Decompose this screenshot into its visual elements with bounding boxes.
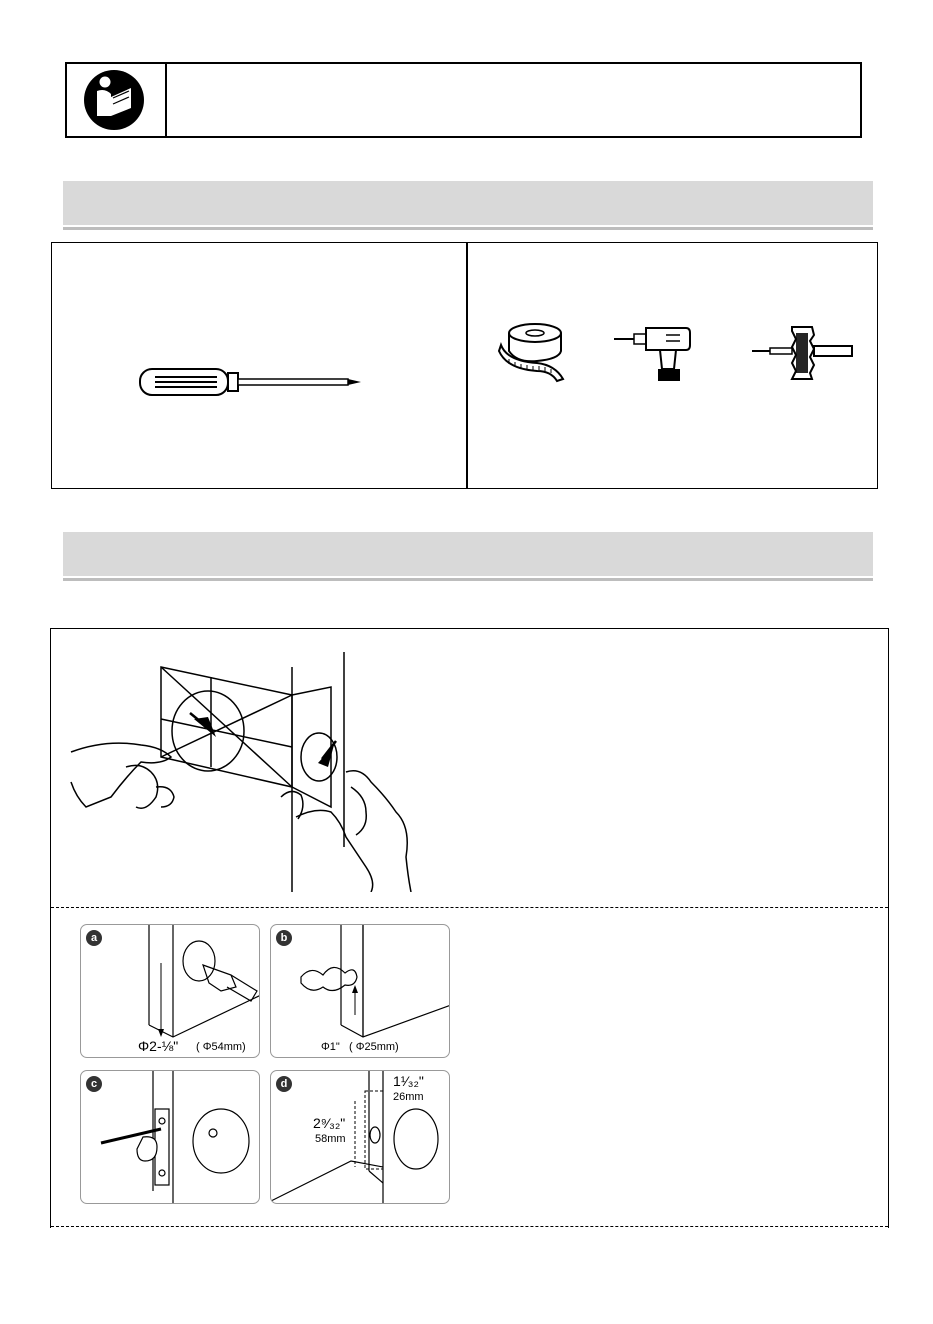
power-drill-icon <box>614 323 694 385</box>
drill-door-edge-illustration <box>271 925 450 1058</box>
tools-divider <box>466 243 468 488</box>
panel-badge-b: b <box>276 930 292 946</box>
dim-d2-sub: 58mm <box>315 1133 346 1145</box>
tape-measure-icon <box>497 321 572 383</box>
step-panel-d <box>270 1070 450 1204</box>
template-marking-illustration <box>66 647 446 892</box>
steps-box <box>50 628 889 1228</box>
step-panel-c <box>80 1070 260 1204</box>
dim-d1-main: 1¹⁄₃₂" <box>393 1073 424 1089</box>
latch-install-illustration <box>81 1071 260 1204</box>
panel-badge-c: c <box>86 1076 102 1092</box>
section-bar-install <box>63 532 873 576</box>
screwdriver-icon <box>137 363 367 403</box>
hole-saw-icon <box>752 321 857 386</box>
notice-icon-cell <box>67 64 167 136</box>
step-panel-a <box>80 924 260 1058</box>
dim-a-main: Φ2-⅛" <box>138 1038 179 1054</box>
dim-b-main: Φ1" <box>321 1041 340 1053</box>
section-bar-tools <box>63 181 873 225</box>
read-manual-icon <box>67 64 165 136</box>
notice-box <box>65 62 862 138</box>
step-divider <box>51 907 888 908</box>
dim-a-sub: ( Φ54mm) <box>196 1041 246 1053</box>
section-underline-2 <box>63 578 873 581</box>
panel-badge-d: d <box>276 1076 292 1092</box>
step-divider-bottom <box>51 1226 888 1227</box>
step-panel-b <box>270 924 450 1058</box>
dim-d2-main: 2⁹⁄₃₂" <box>313 1115 346 1131</box>
section-underline <box>63 227 873 230</box>
dim-b-sub: ( Φ25mm) <box>349 1041 399 1053</box>
dim-d1-sub: 26mm <box>393 1091 424 1103</box>
panel-badge-a: a <box>86 930 102 946</box>
tools-box <box>51 242 878 489</box>
